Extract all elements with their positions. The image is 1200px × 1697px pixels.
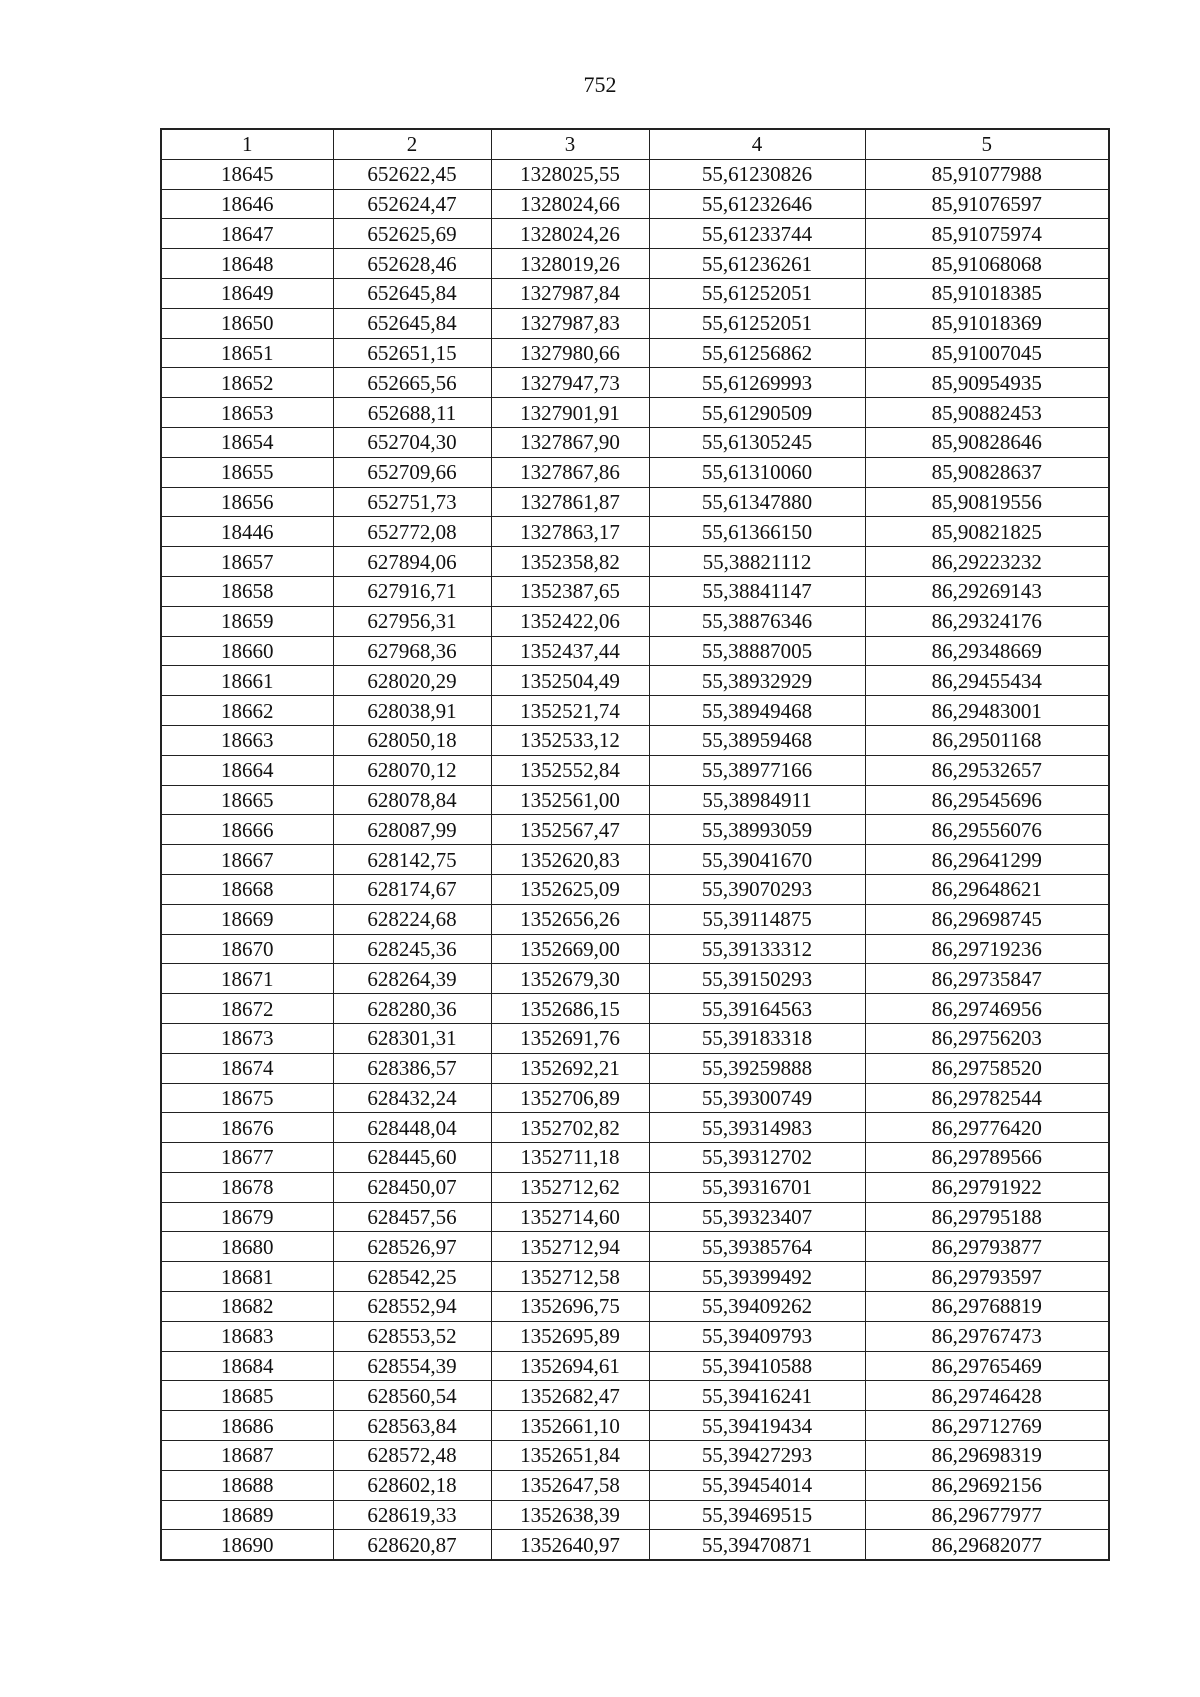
- latitude-cell: 55,39469515: [649, 1500, 865, 1530]
- x-coordinate-cell: 628602,18: [333, 1470, 491, 1500]
- x-coordinate-cell: 628301,31: [333, 1023, 491, 1053]
- longitude-cell: 85,90882453: [865, 398, 1109, 428]
- table-row: [161, 874, 1109, 904]
- longitude-cell: 85,90819556: [865, 487, 1109, 517]
- y-coordinate-cell: 1352669,00: [491, 934, 649, 964]
- y-coordinate-cell: 1352694,61: [491, 1351, 649, 1381]
- x-coordinate-cell: 652625,69: [333, 219, 491, 249]
- point-number-cell: 18650: [161, 308, 333, 338]
- y-coordinate-cell: 1352691,76: [491, 1023, 649, 1053]
- x-coordinate-cell: 628620,87: [333, 1530, 491, 1560]
- latitude-cell: 55,39312702: [649, 1143, 865, 1173]
- point-number-cell: 18645: [161, 159, 333, 189]
- x-coordinate-cell: 627968,36: [333, 636, 491, 666]
- table-row: [161, 815, 1109, 845]
- x-coordinate-cell: 628224,68: [333, 904, 491, 934]
- longitude-cell: 86,29789566: [865, 1143, 1109, 1173]
- point-number-cell: 18685: [161, 1381, 333, 1411]
- table-row: [161, 964, 1109, 994]
- table-row: [161, 249, 1109, 279]
- longitude-cell: 85,91077988: [865, 159, 1109, 189]
- y-coordinate-cell: 1352696,75: [491, 1292, 649, 1322]
- table-row: [161, 606, 1109, 636]
- y-coordinate-cell: 1352682,47: [491, 1381, 649, 1411]
- table-row: [161, 457, 1109, 487]
- point-number-cell: 18661: [161, 666, 333, 696]
- y-coordinate-cell: 1352712,58: [491, 1262, 649, 1292]
- latitude-cell: 55,38841147: [649, 576, 865, 606]
- longitude-cell: 86,29756203: [865, 1023, 1109, 1053]
- y-coordinate-cell: 1327901,91: [491, 398, 649, 428]
- table-row: [161, 1053, 1109, 1083]
- longitude-cell: 86,29793877: [865, 1232, 1109, 1262]
- x-coordinate-cell: 627956,31: [333, 606, 491, 636]
- latitude-cell: 55,39409793: [649, 1321, 865, 1351]
- longitude-cell: 85,91018369: [865, 308, 1109, 338]
- point-number-cell: 18665: [161, 785, 333, 815]
- table-row: [161, 308, 1109, 338]
- point-number-cell: 18689: [161, 1500, 333, 1530]
- table-row: [161, 398, 1109, 428]
- x-coordinate-cell: 628078,84: [333, 785, 491, 815]
- x-coordinate-cell: 652651,15: [333, 338, 491, 368]
- latitude-cell: 55,39410588: [649, 1351, 865, 1381]
- table-row: [161, 725, 1109, 755]
- y-coordinate-cell: 1327947,73: [491, 368, 649, 398]
- y-coordinate-cell: 1352552,84: [491, 755, 649, 785]
- x-coordinate-cell: 652645,84: [333, 278, 491, 308]
- latitude-cell: 55,61232646: [649, 189, 865, 219]
- x-coordinate-cell: 628050,18: [333, 725, 491, 755]
- y-coordinate-cell: 1352620,83: [491, 845, 649, 875]
- latitude-cell: 55,61310060: [649, 457, 865, 487]
- longitude-cell: 86,29782544: [865, 1083, 1109, 1113]
- longitude-cell: 86,29483001: [865, 696, 1109, 726]
- y-coordinate-cell: 1352656,26: [491, 904, 649, 934]
- point-number-cell: 18680: [161, 1232, 333, 1262]
- longitude-cell: 86,29791922: [865, 1172, 1109, 1202]
- y-coordinate-cell: 1352706,89: [491, 1083, 649, 1113]
- point-number-cell: 18653: [161, 398, 333, 428]
- point-number-cell: 18675: [161, 1083, 333, 1113]
- y-coordinate-cell: 1328019,26: [491, 249, 649, 279]
- longitude-cell: 85,90828646: [865, 427, 1109, 457]
- x-coordinate-cell: 628264,39: [333, 964, 491, 994]
- point-number-cell: 18677: [161, 1143, 333, 1173]
- y-coordinate-cell: 1352387,65: [491, 576, 649, 606]
- y-coordinate-cell: 1327867,90: [491, 427, 649, 457]
- point-number-cell: 18688: [161, 1470, 333, 1500]
- longitude-cell: 86,29698745: [865, 904, 1109, 934]
- table-row: [161, 1113, 1109, 1143]
- y-coordinate-cell: 1352702,82: [491, 1113, 649, 1143]
- point-number-cell: 18651: [161, 338, 333, 368]
- table-row: [161, 1381, 1109, 1411]
- point-number-cell: 18660: [161, 636, 333, 666]
- longitude-cell: 86,29768819: [865, 1292, 1109, 1322]
- latitude-cell: 55,39150293: [649, 964, 865, 994]
- table-row: [161, 1321, 1109, 1351]
- point-number-cell: 18652: [161, 368, 333, 398]
- latitude-cell: 55,61252051: [649, 278, 865, 308]
- point-number-cell: 18647: [161, 219, 333, 249]
- y-coordinate-cell: 1352640,97: [491, 1530, 649, 1560]
- longitude-cell: 86,29501168: [865, 725, 1109, 755]
- point-number-cell: 18666: [161, 815, 333, 845]
- point-number-cell: 18687: [161, 1441, 333, 1471]
- x-coordinate-cell: 652688,11: [333, 398, 491, 428]
- point-number-cell: 18681: [161, 1262, 333, 1292]
- column-header-1: 1: [161, 129, 333, 159]
- x-coordinate-cell: 652665,56: [333, 368, 491, 398]
- y-coordinate-cell: 1328024,66: [491, 189, 649, 219]
- x-coordinate-cell: 628142,75: [333, 845, 491, 875]
- table-row: [161, 278, 1109, 308]
- point-number-cell: 18649: [161, 278, 333, 308]
- latitude-cell: 55,38984911: [649, 785, 865, 815]
- y-coordinate-cell: 1352521,74: [491, 696, 649, 726]
- y-coordinate-cell: 1352647,58: [491, 1470, 649, 1500]
- table-row: [161, 1351, 1109, 1381]
- point-number-cell: 18686: [161, 1411, 333, 1441]
- latitude-cell: 55,38887005: [649, 636, 865, 666]
- longitude-cell: 86,29746956: [865, 994, 1109, 1024]
- longitude-cell: 86,29545696: [865, 785, 1109, 815]
- latitude-cell: 55,38977166: [649, 755, 865, 785]
- longitude-cell: 86,29532657: [865, 755, 1109, 785]
- x-coordinate-cell: 628087,99: [333, 815, 491, 845]
- longitude-cell: 86,29767473: [865, 1321, 1109, 1351]
- longitude-cell: 86,29712769: [865, 1411, 1109, 1441]
- x-coordinate-cell: 628386,57: [333, 1053, 491, 1083]
- table-row: [161, 219, 1109, 249]
- longitude-cell: 86,29758520: [865, 1053, 1109, 1083]
- longitude-cell: 86,29324176: [865, 606, 1109, 636]
- y-coordinate-cell: 1352695,89: [491, 1321, 649, 1351]
- point-number-cell: 18679: [161, 1202, 333, 1232]
- point-number-cell: 18670: [161, 934, 333, 964]
- column-header-3: 3: [491, 129, 649, 159]
- latitude-cell: 55,61290509: [649, 398, 865, 428]
- y-coordinate-cell: 1352561,00: [491, 785, 649, 815]
- longitude-cell: 86,29641299: [865, 845, 1109, 875]
- x-coordinate-cell: 628552,94: [333, 1292, 491, 1322]
- table-body: [161, 159, 1109, 1560]
- longitude-cell: 86,29746428: [865, 1381, 1109, 1411]
- latitude-cell: 55,39399492: [649, 1262, 865, 1292]
- page-number: 752: [583, 72, 617, 97]
- x-coordinate-cell: 652709,66: [333, 457, 491, 487]
- table-row: [161, 1202, 1109, 1232]
- y-coordinate-cell: 1327863,17: [491, 517, 649, 547]
- y-coordinate-cell: 1328025,55: [491, 159, 649, 189]
- table-row: [161, 189, 1109, 219]
- y-coordinate-cell: 1352686,15: [491, 994, 649, 1024]
- x-coordinate-cell: 628560,54: [333, 1381, 491, 1411]
- point-number-cell: 18671: [161, 964, 333, 994]
- y-coordinate-cell: 1352712,94: [491, 1232, 649, 1262]
- x-coordinate-cell: 652772,08: [333, 517, 491, 547]
- y-coordinate-cell: 1352437,44: [491, 636, 649, 666]
- longitude-cell: 86,29692156: [865, 1470, 1109, 1500]
- column-header-2: 2: [333, 129, 491, 159]
- table-row: [161, 368, 1109, 398]
- table-row: [161, 547, 1109, 577]
- latitude-cell: 55,61366150: [649, 517, 865, 547]
- x-coordinate-cell: 628526,97: [333, 1232, 491, 1262]
- table-header-row: [161, 129, 1109, 159]
- x-coordinate-cell: 628280,36: [333, 994, 491, 1024]
- latitude-cell: 55,39470871: [649, 1530, 865, 1560]
- x-coordinate-cell: 652628,46: [333, 249, 491, 279]
- longitude-cell: 86,29793597: [865, 1262, 1109, 1292]
- y-coordinate-cell: 1352504,49: [491, 666, 649, 696]
- y-coordinate-cell: 1352712,62: [491, 1172, 649, 1202]
- point-number-cell: 18646: [161, 189, 333, 219]
- table-row: [161, 517, 1109, 547]
- latitude-cell: 55,39133312: [649, 934, 865, 964]
- latitude-cell: 55,61230826: [649, 159, 865, 189]
- table-row: [161, 845, 1109, 875]
- longitude-cell: 86,29223232: [865, 547, 1109, 577]
- x-coordinate-cell: 628174,67: [333, 874, 491, 904]
- longitude-cell: 86,29348669: [865, 636, 1109, 666]
- point-number-cell: 18682: [161, 1292, 333, 1322]
- x-coordinate-cell: 652645,84: [333, 308, 491, 338]
- y-coordinate-cell: 1327980,66: [491, 338, 649, 368]
- table-row: [161, 1292, 1109, 1322]
- latitude-cell: 55,38993059: [649, 815, 865, 845]
- x-coordinate-cell: 628542,25: [333, 1262, 491, 1292]
- longitude-cell: 85,90821825: [865, 517, 1109, 547]
- point-number-cell: 18674: [161, 1053, 333, 1083]
- latitude-cell: 55,39164563: [649, 994, 865, 1024]
- latitude-cell: 55,39114875: [649, 904, 865, 934]
- table-row: [161, 1500, 1109, 1530]
- latitude-cell: 55,61305245: [649, 427, 865, 457]
- table-row: [161, 1411, 1109, 1441]
- latitude-cell: 55,61233744: [649, 219, 865, 249]
- y-coordinate-cell: 1352625,09: [491, 874, 649, 904]
- longitude-cell: 85,91076597: [865, 189, 1109, 219]
- latitude-cell: 55,38949468: [649, 696, 865, 726]
- latitude-cell: 55,61269993: [649, 368, 865, 398]
- latitude-cell: 55,39454014: [649, 1470, 865, 1500]
- longitude-cell: 85,90954935: [865, 368, 1109, 398]
- longitude-cell: 86,29776420: [865, 1113, 1109, 1143]
- y-coordinate-cell: 1352714,60: [491, 1202, 649, 1232]
- point-number-cell: 18655: [161, 457, 333, 487]
- latitude-cell: 55,61236261: [649, 249, 865, 279]
- column-header-5: 5: [865, 129, 1109, 159]
- x-coordinate-cell: 628038,91: [333, 696, 491, 726]
- x-coordinate-cell: 628457,56: [333, 1202, 491, 1232]
- table-row: [161, 1083, 1109, 1113]
- point-number-cell: 18676: [161, 1113, 333, 1143]
- y-coordinate-cell: 1352661,10: [491, 1411, 649, 1441]
- point-number-cell: 18657: [161, 547, 333, 577]
- table-row: [161, 159, 1109, 189]
- y-coordinate-cell: 1352679,30: [491, 964, 649, 994]
- table-row: [161, 904, 1109, 934]
- x-coordinate-cell: 652624,47: [333, 189, 491, 219]
- x-coordinate-cell: 628245,36: [333, 934, 491, 964]
- x-coordinate-cell: 652751,73: [333, 487, 491, 517]
- x-coordinate-cell: 627916,71: [333, 576, 491, 606]
- point-number-cell: 18663: [161, 725, 333, 755]
- x-coordinate-cell: 628563,84: [333, 1411, 491, 1441]
- table-row: [161, 338, 1109, 368]
- longitude-cell: 86,29682077: [865, 1530, 1109, 1560]
- table-row: [161, 1530, 1109, 1560]
- latitude-cell: 55,38932929: [649, 666, 865, 696]
- latitude-cell: 55,39041670: [649, 845, 865, 875]
- longitude-cell: 85,91068068: [865, 249, 1109, 279]
- table-row: [161, 1172, 1109, 1202]
- longitude-cell: 85,90828637: [865, 457, 1109, 487]
- latitude-cell: 55,39183318: [649, 1023, 865, 1053]
- latitude-cell: 55,38959468: [649, 725, 865, 755]
- point-number-cell: 18654: [161, 427, 333, 457]
- point-number-cell: 18684: [161, 1351, 333, 1381]
- y-coordinate-cell: 1352651,84: [491, 1441, 649, 1471]
- x-coordinate-cell: 627894,06: [333, 547, 491, 577]
- x-coordinate-cell: 628020,29: [333, 666, 491, 696]
- table-row: [161, 1023, 1109, 1053]
- y-coordinate-cell: 1352567,47: [491, 815, 649, 845]
- latitude-cell: 55,61256862: [649, 338, 865, 368]
- table-row: [161, 1143, 1109, 1173]
- latitude-cell: 55,39300749: [649, 1083, 865, 1113]
- x-coordinate-cell: 628448,04: [333, 1113, 491, 1143]
- table-row: [161, 636, 1109, 666]
- y-coordinate-cell: 1327861,87: [491, 487, 649, 517]
- table-row: [161, 1262, 1109, 1292]
- point-number-cell: 18659: [161, 606, 333, 636]
- table-row: [161, 1441, 1109, 1471]
- longitude-cell: 86,29677977: [865, 1500, 1109, 1530]
- latitude-cell: 55,38821112: [649, 547, 865, 577]
- table-row: [161, 994, 1109, 1024]
- y-coordinate-cell: 1327987,84: [491, 278, 649, 308]
- longitude-cell: 86,29795188: [865, 1202, 1109, 1232]
- longitude-cell: 86,29765469: [865, 1351, 1109, 1381]
- point-number-cell: 18664: [161, 755, 333, 785]
- longitude-cell: 86,29455434: [865, 666, 1109, 696]
- point-number-cell: 18667: [161, 845, 333, 875]
- latitude-cell: 55,39427293: [649, 1441, 865, 1471]
- point-number-cell: 18672: [161, 994, 333, 1024]
- latitude-cell: 55,39323407: [649, 1202, 865, 1232]
- latitude-cell: 55,39419434: [649, 1411, 865, 1441]
- longitude-cell: 85,91007045: [865, 338, 1109, 368]
- latitude-cell: 55,39316701: [649, 1172, 865, 1202]
- latitude-cell: 55,61347880: [649, 487, 865, 517]
- table-row: [161, 785, 1109, 815]
- table-row: [161, 427, 1109, 457]
- point-number-cell: 18668: [161, 874, 333, 904]
- latitude-cell: 55,39314983: [649, 1113, 865, 1143]
- x-coordinate-cell: 628432,24: [333, 1083, 491, 1113]
- longitude-cell: 86,29269143: [865, 576, 1109, 606]
- longitude-cell: 86,29556076: [865, 815, 1109, 845]
- x-coordinate-cell: 652622,45: [333, 159, 491, 189]
- point-number-cell: 18673: [161, 1023, 333, 1053]
- y-coordinate-cell: 1352358,82: [491, 547, 649, 577]
- table-row: [161, 576, 1109, 606]
- point-number-cell: 18690: [161, 1530, 333, 1560]
- x-coordinate-cell: 628445,60: [333, 1143, 491, 1173]
- latitude-cell: 55,39416241: [649, 1381, 865, 1411]
- y-coordinate-cell: 1352533,12: [491, 725, 649, 755]
- table-row: [161, 487, 1109, 517]
- latitude-cell: 55,39409262: [649, 1292, 865, 1322]
- coordinates-table: [160, 128, 1110, 1561]
- longitude-cell: 86,29735847: [865, 964, 1109, 994]
- point-number-cell: 18669: [161, 904, 333, 934]
- latitude-cell: 55,39259888: [649, 1053, 865, 1083]
- y-coordinate-cell: 1352692,21: [491, 1053, 649, 1083]
- x-coordinate-cell: 628554,39: [333, 1351, 491, 1381]
- y-coordinate-cell: 1327867,86: [491, 457, 649, 487]
- longitude-cell: 86,29648621: [865, 874, 1109, 904]
- x-coordinate-cell: 652704,30: [333, 427, 491, 457]
- point-number-cell: 18658: [161, 576, 333, 606]
- table-header: [161, 129, 1109, 159]
- latitude-cell: 55,39385764: [649, 1232, 865, 1262]
- longitude-cell: 86,29719236: [865, 934, 1109, 964]
- point-number-cell: 18656: [161, 487, 333, 517]
- table-row: [161, 934, 1109, 964]
- y-coordinate-cell: 1352711,18: [491, 1143, 649, 1173]
- table-row: [161, 666, 1109, 696]
- table-row: [161, 755, 1109, 785]
- x-coordinate-cell: 628572,48: [333, 1441, 491, 1471]
- table-row: [161, 696, 1109, 726]
- point-number-cell: 18662: [161, 696, 333, 726]
- point-number-cell: 18683: [161, 1321, 333, 1351]
- point-number-cell: 18648: [161, 249, 333, 279]
- table-row: [161, 1232, 1109, 1262]
- y-coordinate-cell: 1352638,39: [491, 1500, 649, 1530]
- latitude-cell: 55,39070293: [649, 874, 865, 904]
- point-number-cell: 18446: [161, 517, 333, 547]
- latitude-cell: 55,61252051: [649, 308, 865, 338]
- point-number-cell: 18678: [161, 1172, 333, 1202]
- x-coordinate-cell: 628450,07: [333, 1172, 491, 1202]
- y-coordinate-cell: 1352422,06: [491, 606, 649, 636]
- x-coordinate-cell: 628070,12: [333, 755, 491, 785]
- x-coordinate-cell: 628553,52: [333, 1321, 491, 1351]
- y-coordinate-cell: 1327987,83: [491, 308, 649, 338]
- y-coordinate-cell: 1328024,26: [491, 219, 649, 249]
- longitude-cell: 85,91018385: [865, 278, 1109, 308]
- longitude-cell: 86,29698319: [865, 1441, 1109, 1471]
- table-row: [161, 1470, 1109, 1500]
- longitude-cell: 85,91075974: [865, 219, 1109, 249]
- latitude-cell: 55,38876346: [649, 606, 865, 636]
- column-header-4: 4: [649, 129, 865, 159]
- x-coordinate-cell: 628619,33: [333, 1500, 491, 1530]
